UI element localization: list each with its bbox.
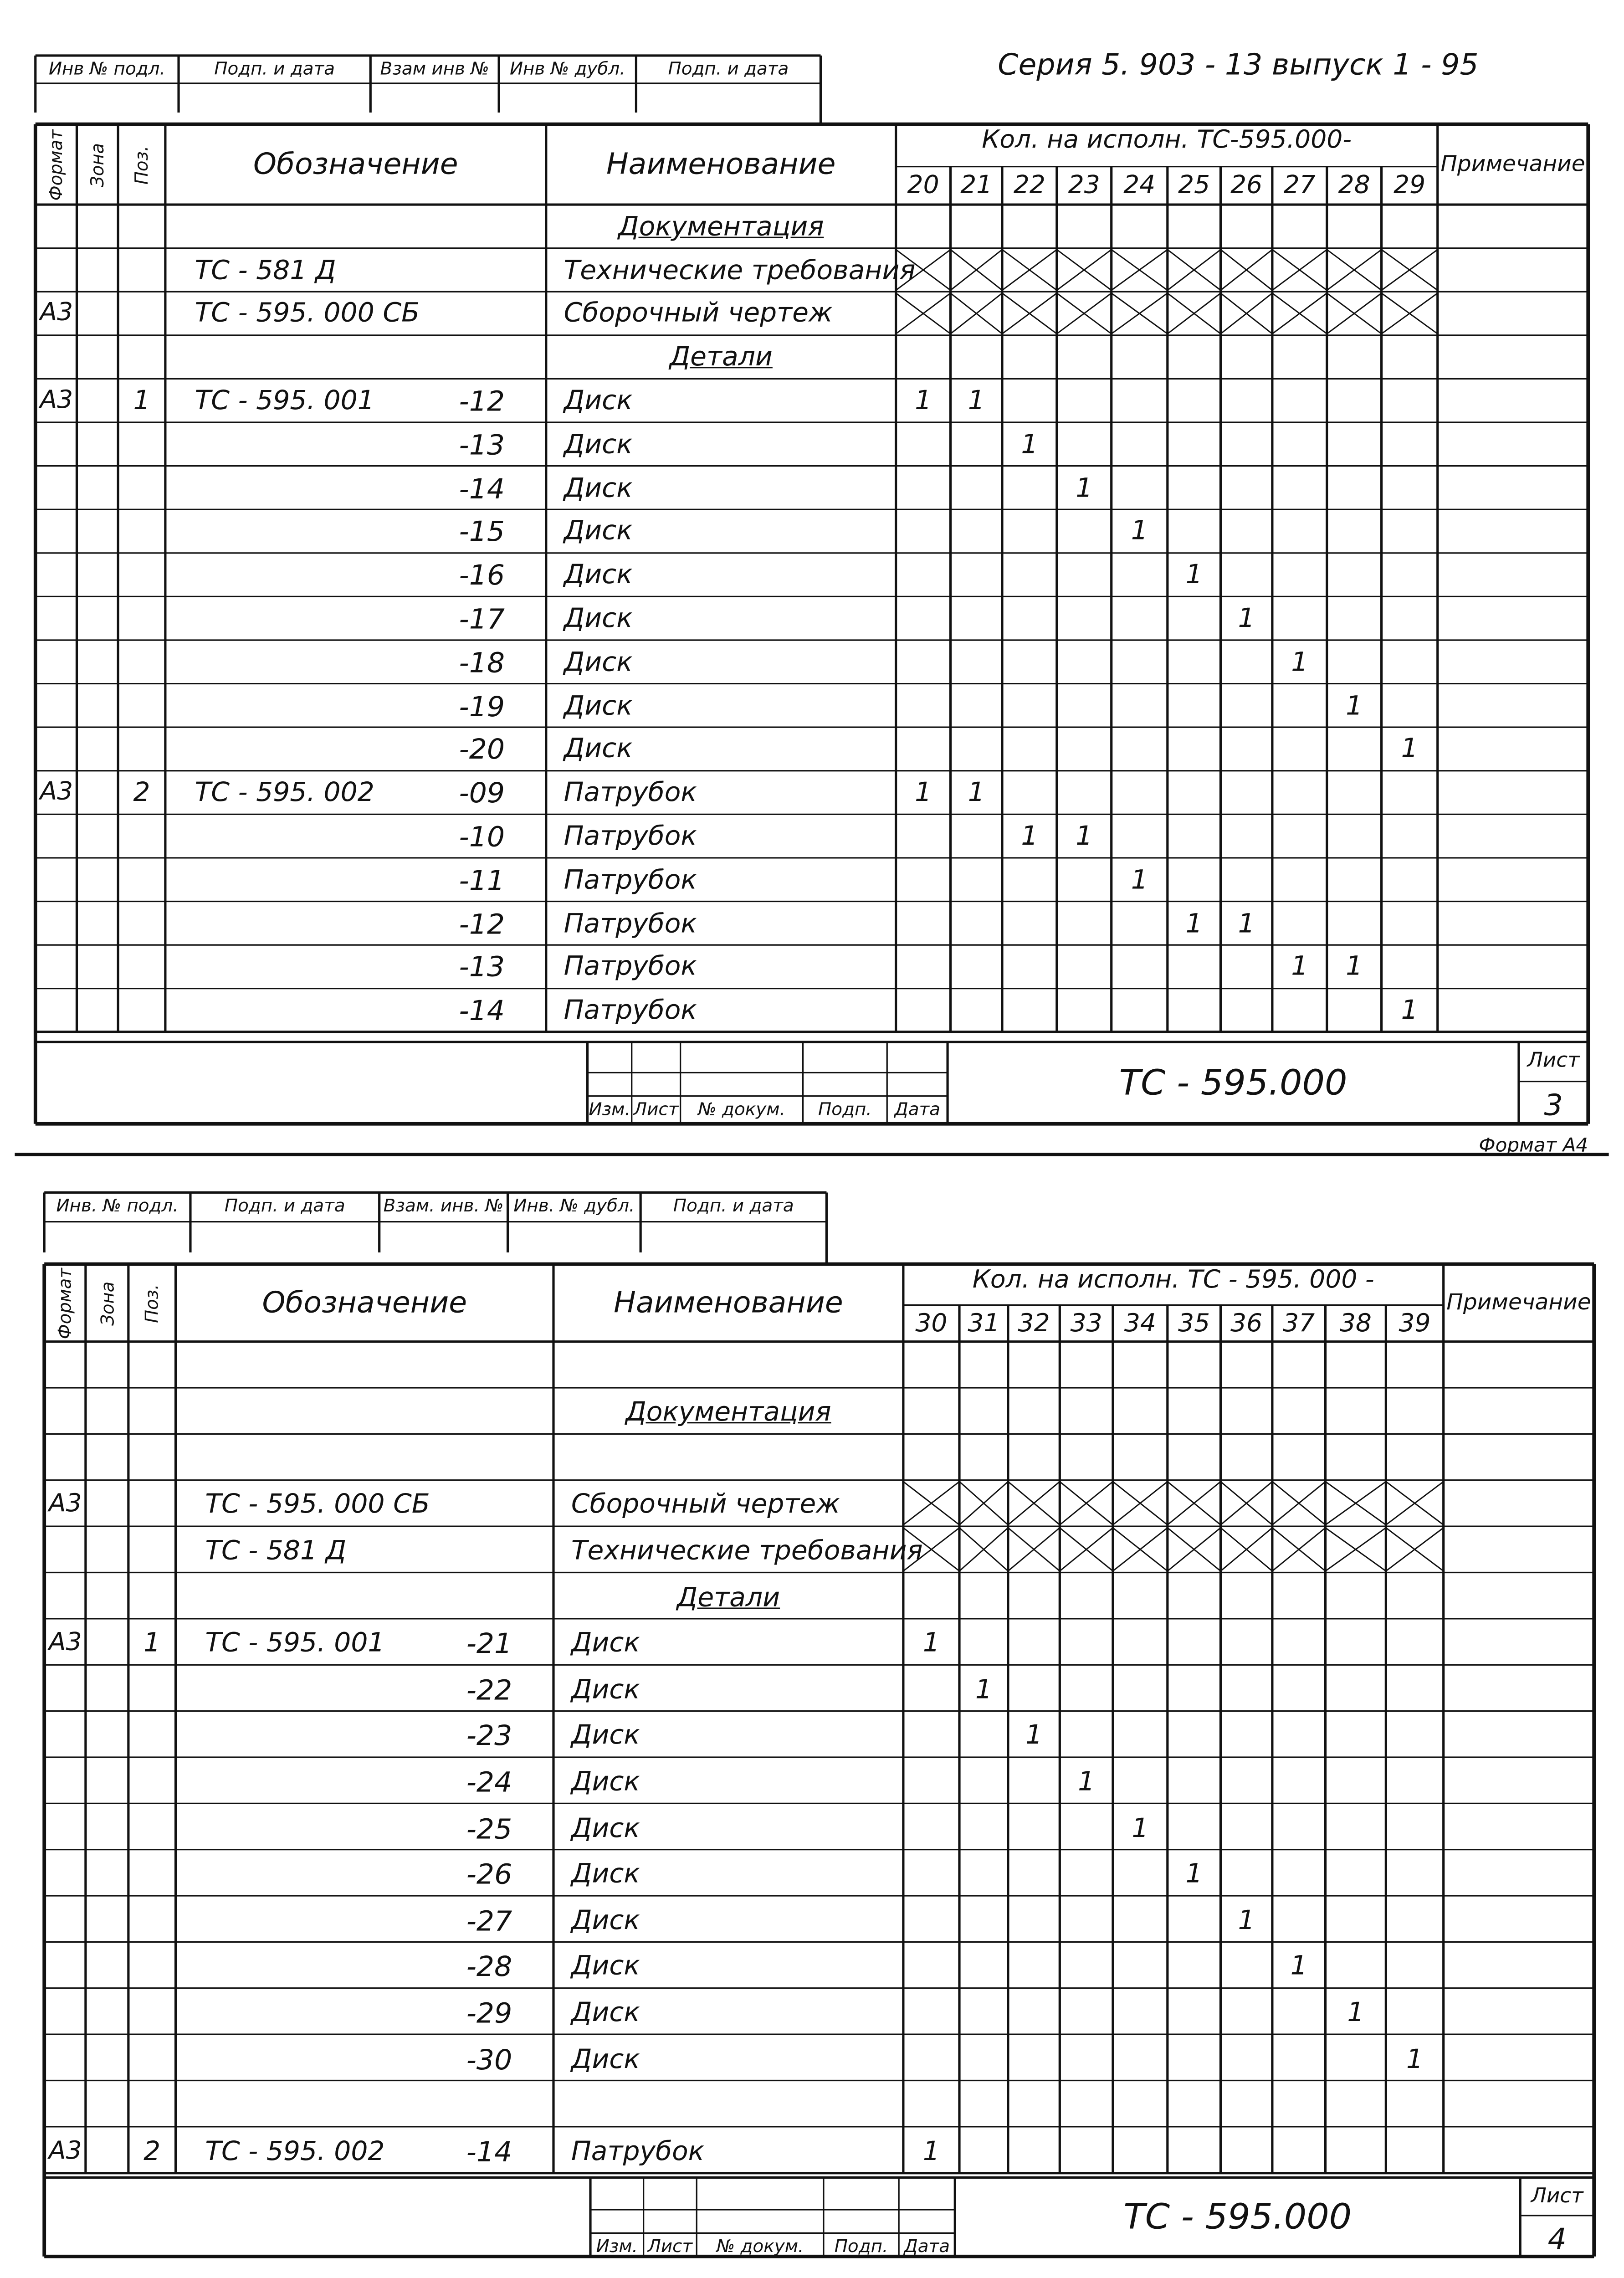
variant-number: 35 <box>1178 1309 1210 1339</box>
qty-mark: 1 <box>1131 865 1148 896</box>
variant-number: 20 <box>907 171 939 200</box>
column-header-name: Наименование <box>614 1283 843 1319</box>
column-header-note: Примечание <box>1440 149 1585 176</box>
qty-mark: 1 <box>1185 908 1203 939</box>
qty-mark: 1 <box>1076 821 1093 852</box>
cell-format: А3 <box>48 2136 82 2166</box>
cell-position: 2 <box>143 2136 161 2167</box>
qty-mark: 1 <box>1291 647 1308 678</box>
cell-name: Диск <box>564 603 633 635</box>
column-header-qty: Кол. на исполн. ТС - 595. 000 - <box>972 1265 1374 1295</box>
variant-number: 30 <box>915 1309 948 1339</box>
qty-mark: 1 <box>1076 472 1093 504</box>
qty-mark: 1 <box>1346 690 1363 722</box>
cell-name: Патрубок <box>564 995 697 1026</box>
titleblock-label: Изм. <box>589 1099 630 1120</box>
cell-designation-suffix: -13 <box>459 952 505 985</box>
titleblock-label: № докум. <box>698 1099 785 1120</box>
cell-designation-suffix: -13 <box>459 429 505 462</box>
qty-mark: 1 <box>1406 2044 1424 2075</box>
cell-designation-suffix: -09 <box>459 778 505 810</box>
cell-name: Патрубок <box>564 952 697 983</box>
qty-mark: 1 <box>1078 1767 1095 1798</box>
cell-name: Диск <box>571 1859 640 1890</box>
qty-mark: 1 <box>1290 1951 1307 1982</box>
cell-format: А3 <box>48 1489 82 1519</box>
cell-name: Диск <box>571 1628 640 1659</box>
qty-mark: 1 <box>1238 1905 1255 1936</box>
cell-format: А3 <box>40 385 73 415</box>
cell-name: Патрубок <box>571 2136 704 2167</box>
variant-number: 31 <box>968 1309 1000 1339</box>
column-header-qty: Кол. на исполн. ТС-595.000- <box>982 125 1352 155</box>
qty-mark: 1 <box>1238 603 1255 635</box>
qty-mark: 1 <box>1025 1720 1043 1752</box>
variant-number: 33 <box>1070 1309 1102 1339</box>
variant-number: 21 <box>960 171 993 200</box>
cell-designation-suffix: -14 <box>459 472 505 505</box>
column-header-zone: Зона <box>97 1281 118 1325</box>
qty-mark: 1 <box>915 385 932 417</box>
cell-designation: ТС - 595. 002 <box>205 2136 385 2167</box>
cell-format: А3 <box>40 298 73 328</box>
cell-designation-suffix: -20 <box>459 734 505 767</box>
titleblock-label: Лист <box>647 2236 693 2257</box>
column-header-pos: Поз. <box>142 1283 163 1323</box>
cell-designation-suffix: -14 <box>466 2136 512 2169</box>
cell-designation-suffix: -15 <box>459 516 505 549</box>
stamp-label: Взам инв № <box>380 58 489 79</box>
stamp-label: Инв. № подл. <box>56 1195 179 1216</box>
cell-designation-suffix: -14 <box>459 995 505 1028</box>
section-heading: Детали <box>676 1582 780 1613</box>
qty-mark: 1 <box>1238 908 1255 939</box>
qty-mark: 1 <box>1401 995 1418 1026</box>
cell-name: Диск <box>571 2044 640 2075</box>
cell-name: Диск <box>571 1997 640 2029</box>
qty-mark: 1 <box>1401 734 1418 765</box>
cell-designation-suffix: -24 <box>466 1767 512 1799</box>
titleblock-label: Подп. <box>834 2236 888 2257</box>
cell-name: Технические требования <box>571 1536 923 1567</box>
cell-designation-suffix: -12 <box>459 385 505 418</box>
variant-number: 37 <box>1283 1309 1315 1339</box>
variant-number: 26 <box>1230 171 1263 200</box>
sheet-label: Лист <box>1527 1049 1580 1073</box>
cell-name: Диск <box>571 1905 640 1936</box>
qty-mark: 1 <box>1132 1813 1149 1844</box>
cell-designation: ТС - 595. 000 СБ <box>195 298 420 329</box>
stamp-label: Подп. и дата <box>224 1195 345 1216</box>
column-header-format: Формат <box>46 128 67 200</box>
qty-mark: 1 <box>1291 952 1308 983</box>
cell-position: 1 <box>143 1628 161 1659</box>
column-header-zone: Зона <box>87 142 108 187</box>
cell-designation-suffix: -19 <box>459 690 505 723</box>
qty-mark: 1 <box>1185 560 1203 591</box>
cell-designation-suffix: -23 <box>466 1720 512 1753</box>
cell-designation-suffix: -25 <box>466 1813 512 1846</box>
cell-designation-suffix: -30 <box>466 2044 512 2076</box>
variant-number: 23 <box>1068 171 1100 200</box>
stamp-label: Подп. и дата <box>668 58 789 79</box>
cell-position: 1 <box>133 385 150 417</box>
qty-mark: 1 <box>922 1628 940 1659</box>
format-note: Формат А4 <box>1479 1135 1588 1158</box>
cell-name: Диск <box>564 516 633 547</box>
stamp-label: Подп. и дата <box>673 1195 794 1216</box>
document-number: ТС - 595.000 <box>1119 1062 1347 1103</box>
variant-number: 39 <box>1399 1309 1431 1339</box>
section-heading: Детали <box>669 342 773 373</box>
cell-name: Диск <box>564 647 633 678</box>
cell-name: Диск <box>564 734 633 765</box>
qty-mark: 1 <box>1347 1997 1364 2029</box>
qty-mark: 1 <box>1021 429 1038 460</box>
cell-format: А3 <box>48 1628 82 1658</box>
document-number: ТС - 595.000 <box>1123 2196 1352 2237</box>
series-header: Серия 5. 903 - 13 выпуск 1 - 95 <box>998 46 1479 82</box>
cell-designation: ТС - 595. 000 СБ <box>205 1489 430 1521</box>
qty-mark: 1 <box>922 2136 940 2167</box>
sheet-label: Лист <box>1531 2185 1583 2208</box>
column-header-format: Формат <box>54 1267 76 1339</box>
cell-name: Диск <box>564 472 633 504</box>
variant-number: 36 <box>1230 1309 1263 1339</box>
qty-mark: 1 <box>968 778 985 809</box>
cell-name: Патрубок <box>564 821 697 852</box>
titleblock-label: Дата <box>904 2236 950 2257</box>
cell-designation: ТС - 595. 001 <box>205 1628 385 1659</box>
variant-number: 25 <box>1178 171 1210 200</box>
variant-number: 32 <box>1018 1309 1050 1339</box>
column-header-designation: Обозначение <box>253 145 458 181</box>
cell-name: Диск <box>571 1813 640 1844</box>
section-heading: Документация <box>625 1397 831 1428</box>
variant-number: 34 <box>1124 1309 1156 1339</box>
cell-designation-suffix: -28 <box>466 1951 512 1984</box>
variant-number: 38 <box>1339 1309 1372 1339</box>
cell-designation: ТС - 581 Д <box>195 255 336 286</box>
qty-mark: 1 <box>915 778 932 809</box>
cell-position: 2 <box>133 778 150 809</box>
cell-designation: ТС - 581 Д <box>205 1536 347 1567</box>
cell-name: Диск <box>571 1720 640 1752</box>
cell-name: Сборочный чертеж <box>571 1489 840 1521</box>
titleblock-label: Подп. <box>818 1099 872 1120</box>
variant-number: 27 <box>1283 171 1316 200</box>
cell-format: А3 <box>40 778 73 807</box>
variant-number: 24 <box>1123 171 1156 200</box>
cell-designation: ТС - 595. 002 <box>195 778 374 809</box>
stamp-label: Инв № подл. <box>48 58 165 79</box>
titleblock-label: Изм. <box>596 2236 638 2257</box>
section-heading: Документация <box>618 211 824 242</box>
cell-name: Технические требования <box>564 255 916 286</box>
qty-mark: 1 <box>968 385 985 417</box>
sheet-number: 3 <box>1544 1087 1563 1123</box>
qty-mark: 1 <box>1131 516 1148 547</box>
cell-designation-suffix: -21 <box>466 1628 512 1661</box>
qty-mark: 1 <box>1021 821 1038 852</box>
cell-name: Диск <box>571 1951 640 1982</box>
column-header-pos: Поз. <box>131 145 152 184</box>
titleblock-label: Лист <box>633 1099 679 1120</box>
cell-name: Патрубок <box>564 778 697 809</box>
cell-designation-suffix: -26 <box>466 1859 512 1892</box>
qty-mark: 1 <box>975 1674 993 1705</box>
cell-designation-suffix: -12 <box>459 908 505 941</box>
cell-designation-suffix: -29 <box>466 1997 512 2030</box>
sheet-number: 4 <box>1547 2221 1567 2257</box>
titleblock-label: № докум. <box>716 2236 804 2257</box>
stamp-label: Взам. инв. № <box>383 1195 504 1216</box>
stamp-label: Инв № дубл. <box>509 58 625 79</box>
column-header-designation: Обозначение <box>262 1283 467 1319</box>
cell-designation: ТС - 595. 001 <box>195 385 374 417</box>
cell-name: Диск <box>564 429 633 460</box>
cell-designation-suffix: -22 <box>466 1674 512 1707</box>
cell-name: Патрубок <box>564 908 697 939</box>
cell-name: Сборочный чертеж <box>564 298 833 329</box>
variant-number: 22 <box>1013 171 1045 200</box>
qty-mark: 1 <box>1346 952 1363 983</box>
cell-designation-suffix: -17 <box>459 603 505 636</box>
cell-name: Диск <box>571 1767 640 1798</box>
qty-mark: 1 <box>1185 1859 1203 1890</box>
variant-number: 29 <box>1393 171 1426 200</box>
column-header-note: Примечание <box>1446 1288 1591 1315</box>
column-header-name: Наименование <box>606 145 836 181</box>
cell-name: Диск <box>564 385 633 417</box>
stamp-label: Инв. № дубл. <box>513 1195 635 1216</box>
cell-designation-suffix: -16 <box>459 560 505 592</box>
cell-name: Патрубок <box>564 865 697 896</box>
variant-number: 28 <box>1338 171 1370 200</box>
cell-name: Диск <box>564 560 633 591</box>
cell-name: Диск <box>571 1674 640 1705</box>
cell-designation-suffix: -11 <box>459 865 505 897</box>
cell-designation-suffix: -10 <box>459 821 505 854</box>
stamp-label: Подп. и дата <box>214 58 335 79</box>
cell-designation-suffix: -27 <box>466 1905 512 1938</box>
cell-designation-suffix: -18 <box>459 647 505 679</box>
cell-name: Диск <box>564 690 633 722</box>
titleblock-label: Дата <box>894 1099 941 1120</box>
